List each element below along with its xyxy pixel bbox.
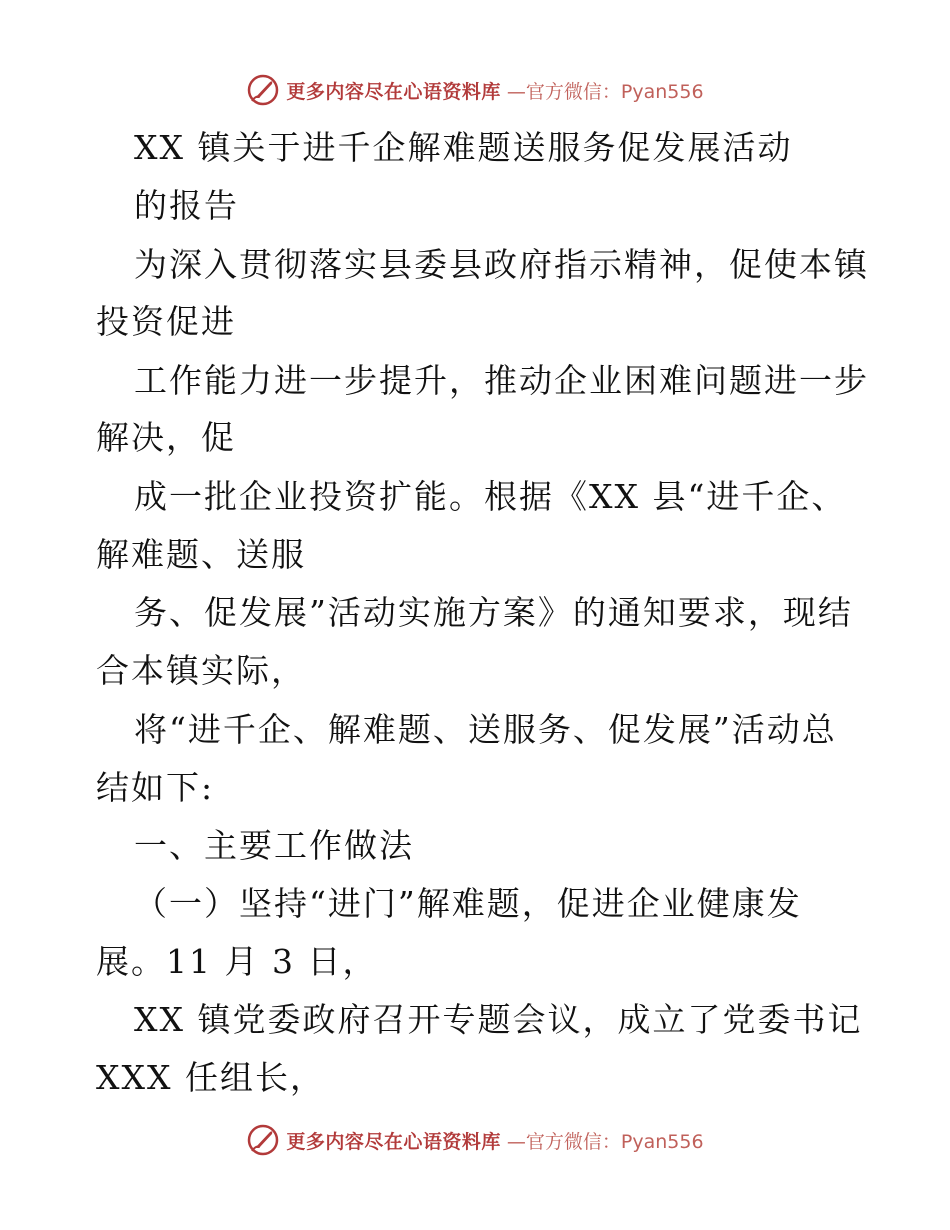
paragraph-line: 投资促进 (96, 302, 236, 341)
paragraph-line: 结如下: (96, 768, 215, 807)
paragraph-line: 工作能力进一步提升，推动企业困难问题进一步 (134, 361, 869, 400)
paragraph-line: XXX 任组长， (96, 1058, 325, 1097)
watermark-contact: —官方微信：Pyan556 (506, 1130, 704, 1153)
paragraph-line: 成一批企业投资扩能。根据《XX 县“进千企、 (134, 477, 847, 516)
paragraph-line: 合本镇实际， (96, 651, 306, 690)
watermark-banner-top (0, 70, 950, 110)
watermark-brand: 更多内容尽在心语资料库 (286, 80, 501, 103)
watermark-brand: 更多内容尽在心语资料库 (286, 1130, 501, 1153)
watermark-banner-bottom (0, 1120, 950, 1160)
paragraph-line: 解难题、送服 (96, 535, 306, 574)
paragraph-line: 务、促发展”活动实施方案》的通知要求，现结 (134, 593, 853, 632)
quill-logo-icon (246, 1123, 280, 1157)
paragraph-line: 展。11 月 3 日， (96, 942, 378, 981)
paragraph-line: 为深入贯彻落实县委县政府指示精神，促使本镇 (134, 245, 869, 284)
quill-logo-icon (246, 73, 280, 107)
document-title-line-1: XX 镇关于进千企解难题送服务促发展活动 (134, 128, 793, 167)
subsection-heading: （一）坚持“进门”解难题，促进企业健康发 (134, 884, 802, 923)
paragraph-line: XX 镇党委政府召开专题会议，成立了党委书记 (134, 1000, 863, 1039)
paragraph-line: 解决，促 (96, 418, 236, 457)
watermark-contact: —官方微信：Pyan556 (506, 80, 704, 103)
section-heading: 一、主要工作做法 (134, 826, 414, 865)
document-title-line-2: 的报告 (134, 186, 239, 225)
paragraph-line: 将“进千企、解难题、送服务、促发展”活动总 (134, 710, 837, 749)
